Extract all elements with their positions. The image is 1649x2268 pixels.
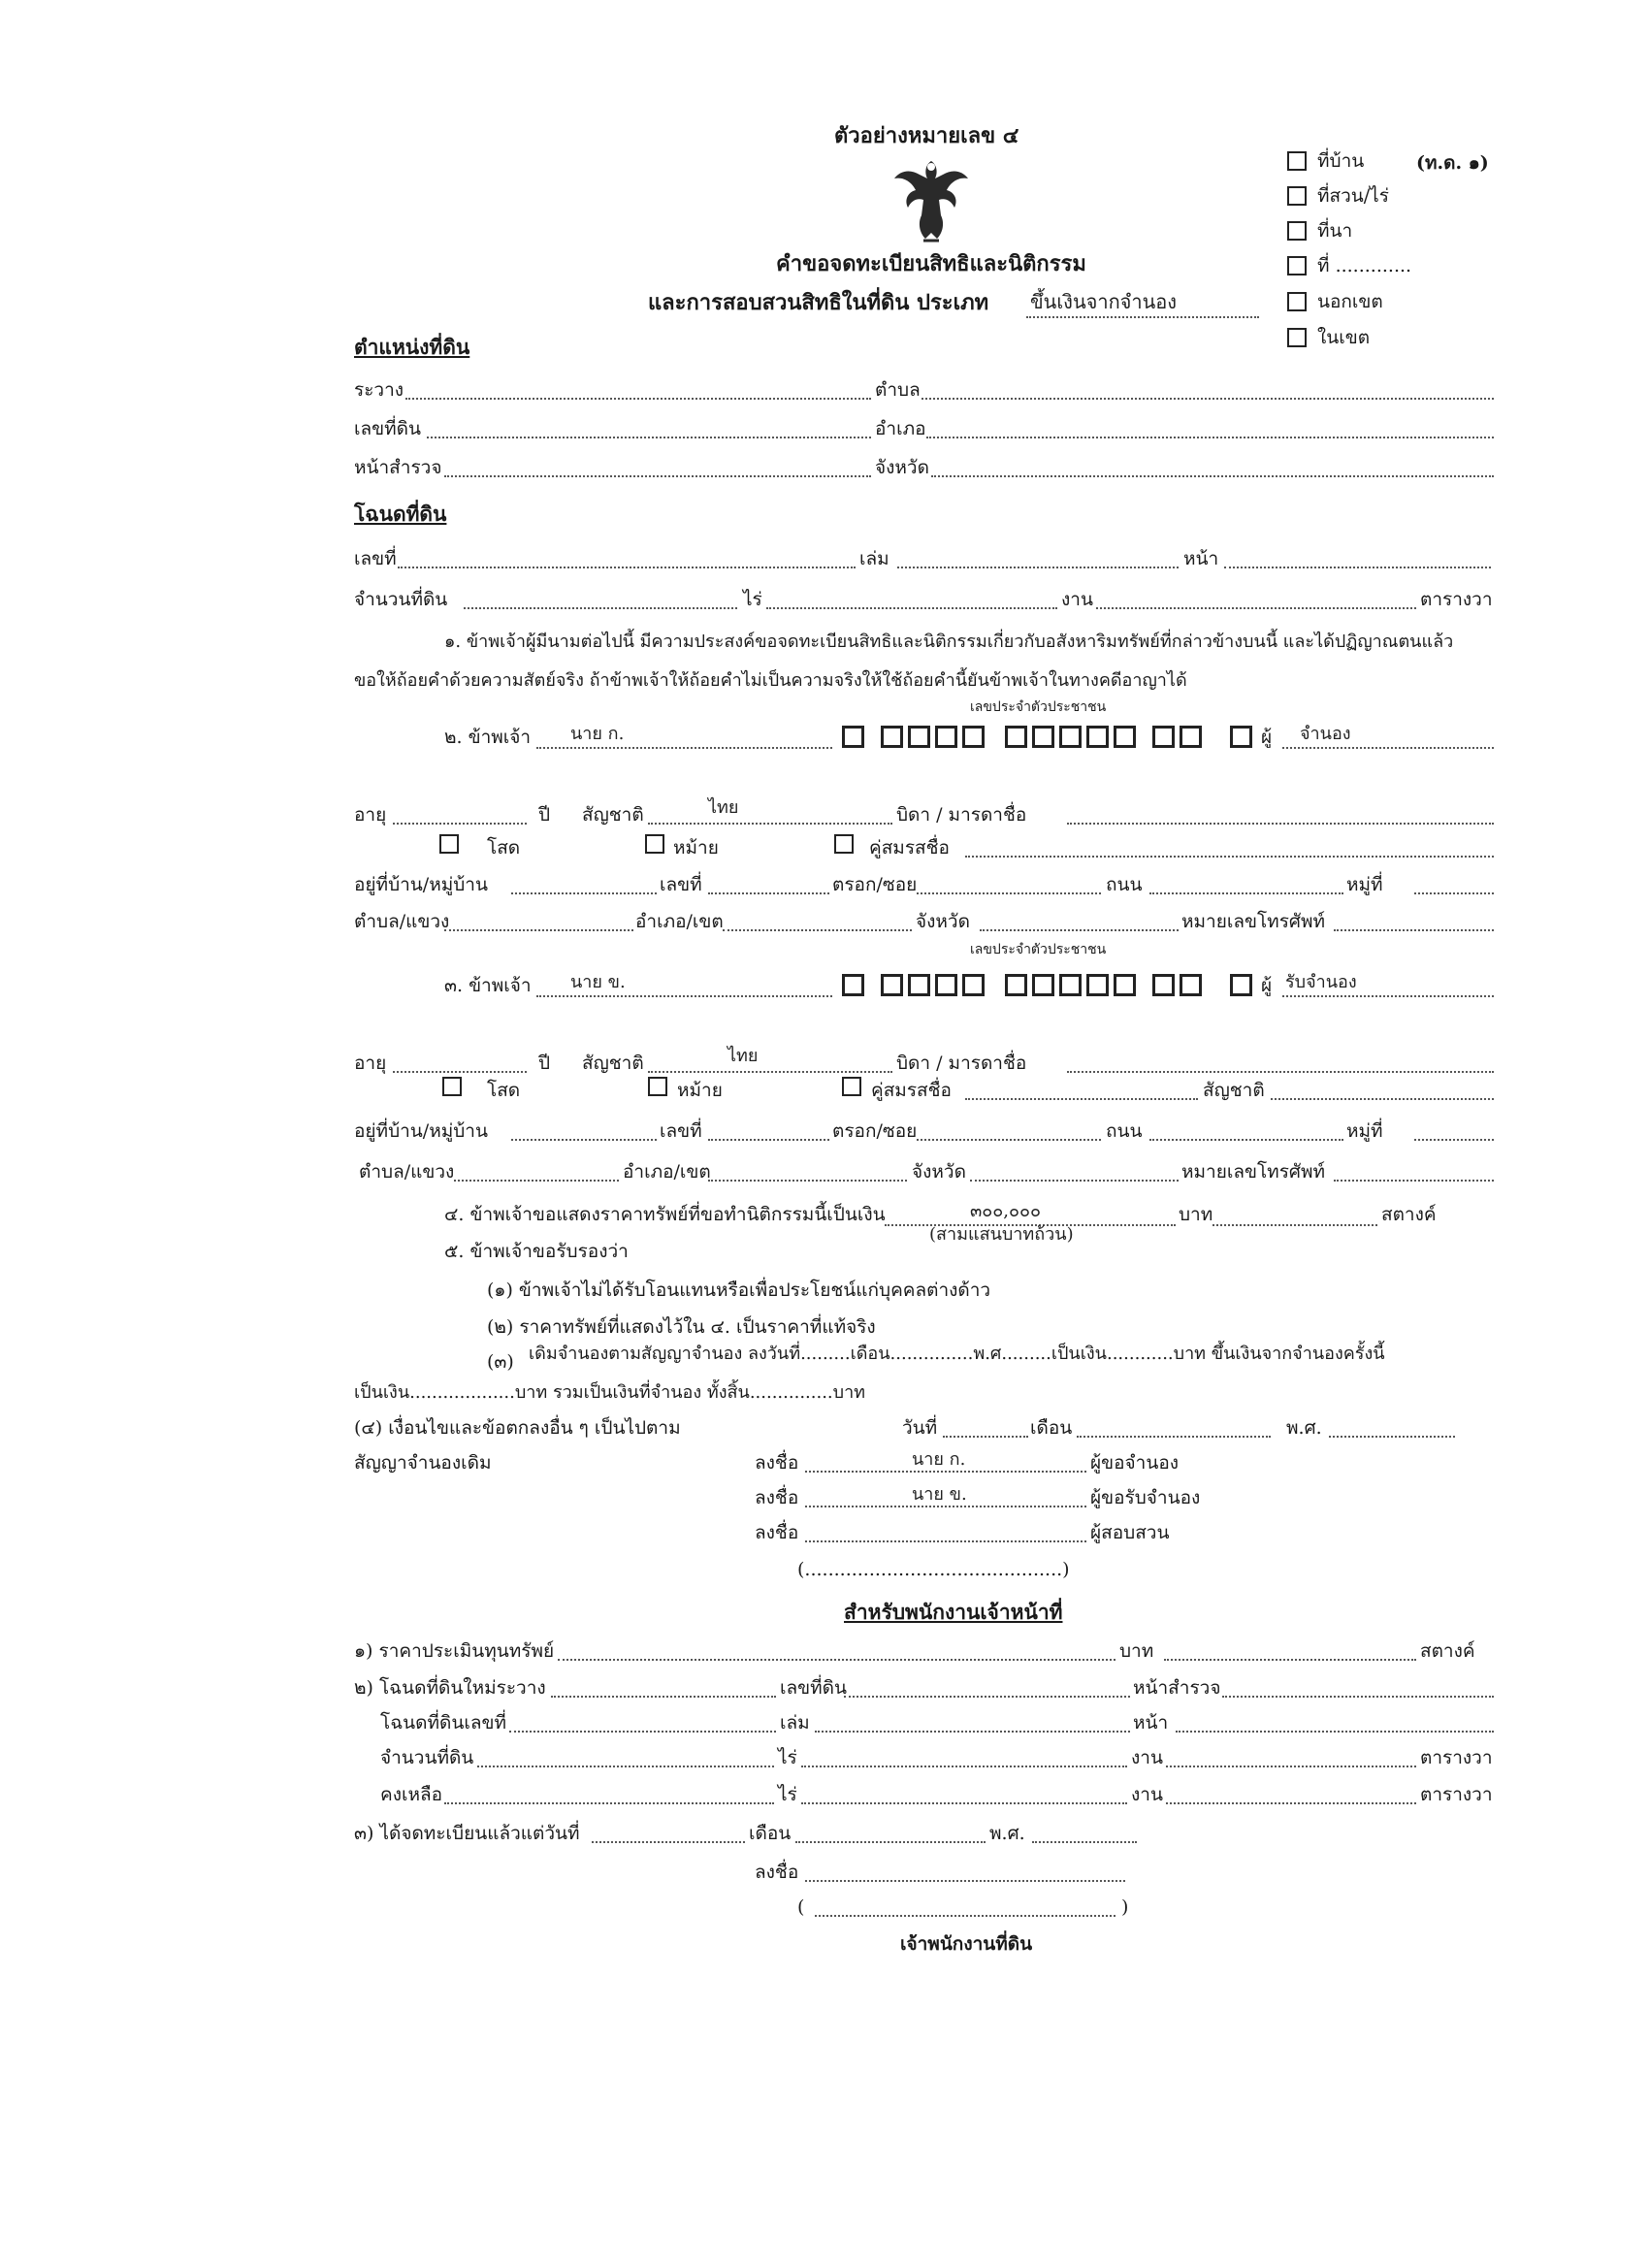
item4-text: ๔. ข้าพเจ้าขอแสดงราคาทรัพย์ที่ขอทำนิติกรรมนี้เป็นเงิน [444, 1204, 886, 1225]
signer1-field[interactable] [805, 1471, 1086, 1473]
deed-book-field[interactable] [897, 567, 1179, 568]
widow-checkbox[interactable] [645, 834, 664, 854]
officer-area-ngan-field[interactable] [801, 1766, 1127, 1767]
id-digit-box[interactable] [908, 726, 930, 748]
spouse-label: คู่สมรสชื่อ [869, 837, 950, 859]
person2-parents-label: บิดา / มารดาชื่อ [896, 1053, 1027, 1074]
land-type-label: ที่ ............. [1317, 255, 1412, 276]
tambon-field[interactable] [922, 398, 1494, 400]
officer-r1-label: ๑) ราคาประเมินทุนทรัพย์ [354, 1640, 555, 1662]
id-digit-box[interactable] [842, 726, 864, 748]
item4-amount-words: (สามแสนบาทถ้วน) [929, 1224, 1074, 1245]
id-number-caption: เลขประจำตัวประชาชน [970, 699, 1107, 715]
form-subtitle: และการสอบสวนสิทธิในที่ดิน ประเภท [648, 290, 989, 315]
rai-label: ไร่ [743, 589, 762, 610]
id-digit-box[interactable] [1114, 974, 1136, 996]
officer-sign-label: ลงชื่อ [755, 1862, 799, 1883]
officer-ngan-label: งาน [1131, 1784, 1163, 1805]
person1-spouse-field[interactable] [965, 856, 1494, 858]
person2-road-label: ถนน [1106, 1120, 1143, 1142]
person1-name: นาย ก. [570, 724, 625, 744]
signer1-name: นาย ก. [912, 1449, 966, 1470]
id-digit-box[interactable] [1032, 974, 1054, 996]
single-label: โสด [487, 1080, 521, 1101]
person1-moo-field[interactable] [1414, 892, 1494, 894]
person2-nationality-label: สัญชาติ [582, 1053, 644, 1074]
person2-subdistrict-label: ตำบล/แขวง [359, 1161, 455, 1183]
person1-phone-field[interactable] [1334, 929, 1494, 931]
spouse-label: คู่สมรสชื่อ [871, 1080, 952, 1101]
person1-province-field[interactable] [980, 929, 1179, 931]
person2-address-field[interactable] [511, 1139, 657, 1141]
date-day-field[interactable] [943, 1436, 1028, 1438]
person1-role: จำนอง [1300, 724, 1351, 744]
person1-phone-label: หมายเลขโทรศัพท์ [1181, 911, 1326, 932]
signer3-role: ผู้สอบสวน [1090, 1522, 1170, 1543]
id-digit-box[interactable] [842, 974, 864, 996]
officer-remain-sqwa-field[interactable] [1166, 1802, 1416, 1804]
land-type-checkbox[interactable] [1287, 151, 1307, 171]
id-digit-box[interactable] [1230, 726, 1252, 748]
person1-road-field[interactable] [1149, 892, 1343, 894]
item5-clause-1: (๑) ข้าพเจ้าไม่ได้รับโอนแทนหรือเพื่อประโยชน์แก่บุคคลต่างด้าว [487, 1280, 991, 1301]
survey-page-label: หน้าสำรวจ [354, 457, 442, 478]
officer-area-sqwa-field[interactable] [1166, 1766, 1416, 1767]
person1-province-label: จังหวัด [916, 911, 970, 932]
single-checkbox[interactable] [442, 1077, 462, 1096]
survey-page-field[interactable] [444, 475, 871, 477]
id-digit-box[interactable] [935, 974, 957, 996]
person2-district-label: อำเภอ/เขต [623, 1161, 711, 1183]
sign-label: ลงชื่อ [755, 1452, 799, 1474]
garuda-emblem-icon [890, 155, 972, 244]
province-label: จังหวัด [875, 457, 929, 478]
person2-parents-field[interactable] [1067, 1071, 1494, 1073]
id-digit-box[interactable] [962, 726, 985, 748]
person2-spouse-nat-field[interactable] [1271, 1098, 1494, 1100]
person1-nationality: ไทย [708, 797, 739, 818]
id-digit-box[interactable] [1180, 726, 1202, 748]
person2-alley-label: ตรอก/ซอย [832, 1120, 918, 1142]
land-type-checkbox[interactable] [1287, 328, 1307, 347]
officer-book-label: เล่ม [780, 1712, 810, 1733]
officer-title: เจ้าพนักงานที่ดิน [900, 1933, 1033, 1955]
widow-checkbox[interactable] [648, 1077, 667, 1096]
id-digit-box[interactable] [1032, 726, 1054, 748]
land-type-label: นอกเขต [1317, 291, 1383, 312]
id-number-caption: เลขประจำตัวประชาชน [970, 942, 1107, 957]
person2-province-label: จังหวัด [912, 1161, 966, 1183]
area-label: จำนวนที่ดิน [354, 589, 448, 610]
officer-land-no-label: เลขที่ดิน [780, 1677, 847, 1699]
land-type-checkbox[interactable] [1287, 256, 1307, 275]
person1-role-field[interactable] [1282, 747, 1494, 749]
person1-address-field[interactable] [511, 892, 657, 894]
person1-subdistrict-label: ตำบล/แขวง [354, 911, 450, 932]
person2-moo-label: หมู่ที่ [1346, 1120, 1383, 1142]
amphoe-field[interactable] [926, 437, 1494, 438]
person1-alley-label: ตรอก/ซอย [832, 874, 918, 895]
amphoe-label: อำเภอ [875, 418, 926, 439]
person2-road-field[interactable] [1149, 1139, 1343, 1141]
officer-remain-rai-field[interactable] [444, 1802, 774, 1804]
form-code: (ท.ด. ๑) [1416, 152, 1489, 174]
widow-label: หม้าย [677, 1080, 723, 1101]
deed-number-label: เลขที่ [354, 548, 397, 569]
statement-line-2: ขอให้ถ้อยคำด้วยความสัตย์จริง ถ้าข้าพเจ้าให้ถ้อยคำไม่เป็นความจริงให้ใช้ถ้อยคำนี้ยันข้าพเจ้าในทางคดีอาญาได้ [354, 670, 1187, 691]
officer-paren-open: ( [797, 1896, 805, 1918]
land-type-label: ที่นา [1317, 220, 1353, 242]
item4-satang-field[interactable] [1212, 1224, 1377, 1226]
officer-sqwa-label: ตารางวา [1420, 1747, 1493, 1768]
signer3-field[interactable] [805, 1540, 1086, 1542]
land-no-label: เลขที่ดิน [354, 418, 421, 439]
item5-clause-3: เดิมจำนองตามสัญญาจำนอง ลงวันที่.........เดือน...............พ.ศ.........เป็นเงิน............บาท ขึ้นเงินจากจำนองครั้งนี้ [529, 1344, 1385, 1364]
id-digit-box[interactable] [1230, 974, 1252, 996]
item5-clause-3-number: (๓) [487, 1351, 514, 1373]
item4-amount: ๓๐๐,๐๐๐ [970, 1201, 1041, 1221]
signer2-name: นาย ข. [912, 1484, 967, 1505]
area-sqwa-field[interactable] [1096, 607, 1416, 609]
person2-age-field[interactable] [393, 1071, 527, 1073]
date-label: วันที่ [902, 1417, 938, 1439]
person2-role-prefix: ผู้ [1261, 975, 1273, 996]
between-field[interactable] [405, 398, 871, 400]
deed-page-field[interactable] [1224, 567, 1491, 568]
single-label: โสด [487, 837, 521, 859]
land-type-checkbox[interactable] [1287, 186, 1307, 206]
officer-heading: สำหรับพนักงานเจ้าหน้าที่ [844, 1600, 1063, 1624]
person2-address-label: อยู่ที่บ้าน/หมู่บ้าน [354, 1120, 488, 1142]
officer-r3-month-label: เดือน [749, 1823, 792, 1844]
between-label: ระวาง [354, 379, 404, 401]
officer-rai-label: ไร่ [778, 1747, 797, 1768]
province-field[interactable] [931, 475, 1494, 477]
person2-spouse-field[interactable] [965, 1098, 1198, 1100]
person1-address-label: อยู่ที่บ้าน/หมู่บ้าน [354, 874, 488, 895]
officer-name-field[interactable] [815, 1915, 1116, 1917]
officer-survey-field[interactable] [1222, 1696, 1494, 1698]
location-heading: ตำแหน่งที่ดิน [354, 335, 470, 359]
widow-label: หม้าย [673, 837, 719, 859]
item5-clause-3-line-2: เป็นเงิน...................บาท รวมเป็นเงินที่จำนอง ทั้งสิ้น...............บาท [354, 1382, 866, 1403]
item4-baht: บาท [1179, 1204, 1213, 1225]
person1-age-label: อายุ [354, 804, 387, 826]
id-digit-box[interactable] [1086, 974, 1109, 996]
person2-province-field[interactable] [970, 1180, 1179, 1182]
officer-sqwa-label: ตารางวา [1420, 1784, 1493, 1805]
area-rai-field[interactable] [464, 607, 737, 609]
deed-heading: โฉนดที่ดิน [354, 502, 447, 526]
person2-name-field[interactable] [536, 995, 832, 997]
id-digit-box[interactable] [881, 726, 903, 748]
form-title: คำขอจดทะเบียนสิทธิและนิติกรรม [776, 251, 1086, 276]
officer-r1-satang: สตางค์ [1420, 1640, 1475, 1662]
officer-page-label: หน้า [1133, 1712, 1169, 1733]
land-type-checkbox[interactable] [1287, 221, 1307, 241]
person2-label: ๓. ข้าพเจ้า [444, 975, 532, 996]
officer-survey-label: หน้าสำรวจ [1133, 1677, 1221, 1699]
officer-page-field[interactable] [1176, 1731, 1494, 1733]
date-month-field[interactable] [1077, 1436, 1271, 1438]
sign-label: ลงชื่อ [755, 1522, 799, 1543]
land-type-label: ที่สวน/ไร่ [1317, 185, 1389, 207]
deed-book-label: เล่ม [859, 548, 889, 569]
person1-age-field[interactable] [393, 823, 527, 825]
officer-land-no-field[interactable] [844, 1696, 1130, 1698]
date-be-label: พ.ศ. [1286, 1417, 1322, 1439]
person1-label: ๒. ข้าพเจ้า [444, 727, 532, 748]
person2-house-no-field[interactable] [708, 1139, 829, 1141]
deed-page-label: หน้า [1183, 548, 1219, 569]
officer-r3-label: ๓) ได้จดทะเบียนแล้วแต่วันที่ [354, 1823, 580, 1844]
investigator-name-field[interactable]: (............................................) [797, 1559, 1070, 1580]
spouse-checkbox[interactable] [834, 834, 854, 854]
officer-sign-field[interactable] [805, 1880, 1125, 1882]
id-digit-box[interactable] [935, 726, 957, 748]
statement-line-1: ๑. ข้าพเจ้าผู้มีนามต่อไปนี้ มีความประสงค์ขอจดทะเบียนสิทธิและนิติกรรมเกี่ยวกับอสังหาริมทรัพย์ที่กล่าวข้างบนนี้ และได้ปฏิญาณตนแล้ว [444, 632, 1454, 652]
person1-role-prefix: ผู้ [1261, 727, 1273, 748]
ngan-label: งาน [1061, 589, 1093, 610]
person1-years-label: ปี [538, 804, 551, 826]
officer-r3-month-field[interactable] [795, 1841, 986, 1843]
person1-moo-label: หมู่ที่ [1346, 874, 1383, 895]
person1-district-field[interactable] [723, 929, 912, 931]
person1-house-no-label: เลขที่ [660, 874, 702, 895]
officer-area-label: จำนวนที่ดิน [380, 1747, 474, 1768]
item5-clause-4b: สัญญาจำนองเดิม [354, 1452, 492, 1474]
person1-nationality-label: สัญชาติ [582, 804, 644, 826]
spouse-checkbox[interactable] [842, 1077, 861, 1096]
person1-subdistrict-field[interactable] [444, 929, 633, 931]
item5-clause-4: (๔) เงื่อนไขและข้อตกลงอื่น ๆ เป็นไปตาม [354, 1417, 681, 1439]
item5-clause-2: (๒) ราคาทรัพย์ที่แสดงไว้ใน ๔. เป็นราคาที่แท้จริง [487, 1316, 876, 1338]
id-digit-box[interactable] [1005, 974, 1027, 996]
id-digit-box[interactable] [1059, 974, 1082, 996]
person2-district-field[interactable] [708, 1180, 907, 1182]
officer-rai-label: ไร่ [778, 1784, 797, 1805]
id-digit-box[interactable] [1086, 726, 1109, 748]
id-digit-box[interactable] [908, 974, 930, 996]
land-type-label: ในเขต [1317, 327, 1371, 348]
person2-name: นาย ข. [570, 972, 626, 992]
person2-role-field[interactable] [1282, 995, 1494, 997]
id-digit-box[interactable] [1114, 726, 1136, 748]
item4-satang: สตางค์ [1381, 1204, 1437, 1225]
land-type-label: ที่บ้าน [1317, 150, 1365, 172]
person1-nationality-field[interactable] [648, 823, 892, 825]
example-number: ตัวอย่างหมายเลข ๔ [834, 123, 1019, 148]
person1-alley-field[interactable] [917, 892, 1101, 894]
officer-r1-field[interactable] [558, 1659, 1116, 1661]
officer-r3-year-field[interactable] [1032, 1841, 1137, 1843]
person1-district-label: อำเภอ/เขต [635, 911, 724, 932]
date-year-field[interactable] [1329, 1436, 1455, 1438]
person2-age-label: อายุ [354, 1053, 387, 1074]
officer-r3-be-label: พ.ศ. [989, 1823, 1025, 1844]
sign-label: ลงชื่อ [755, 1487, 799, 1508]
person1-name-field[interactable] [536, 747, 832, 749]
id-digit-box[interactable] [1152, 726, 1175, 748]
officer-paren-close: ) [1121, 1896, 1129, 1918]
signer2-field[interactable] [805, 1506, 1086, 1507]
officer-r1-baht: บาท [1119, 1640, 1154, 1662]
land-type-checkbox[interactable] [1287, 292, 1307, 311]
sqwa-label: ตารางวา [1420, 589, 1493, 610]
officer-book-field[interactable] [815, 1731, 1130, 1733]
signer1-role: ผู้ขอจำนอง [1090, 1452, 1180, 1474]
tambon-label: ตำบล [875, 379, 921, 401]
date-month-label: เดือน [1030, 1417, 1073, 1439]
person1-parents-label: บิดา / มารดาชื่อ [896, 804, 1027, 826]
id-digit-box[interactable] [1059, 726, 1082, 748]
person2-nationality-field[interactable] [648, 1071, 892, 1073]
item5-text: ๕. ข้าพเจ้าขอรับรองว่า [444, 1241, 629, 1262]
person2-house-no-label: เลขที่ [660, 1120, 702, 1142]
signer2-role: ผู้ขอรับจำนอง [1090, 1487, 1201, 1508]
id-digit-box[interactable] [881, 974, 903, 996]
id-digit-box[interactable] [962, 974, 985, 996]
officer-remain-ngan-field[interactable] [801, 1802, 1127, 1804]
id-digit-box[interactable] [1152, 974, 1175, 996]
transaction-type-value: ขึ้นเงินจากจำนอง [1030, 290, 1178, 313]
person2-spouse-nat-label: สัญชาติ [1203, 1080, 1265, 1101]
person1-parents-field[interactable] [1067, 823, 1494, 825]
officer-r3-day-field[interactable] [592, 1841, 745, 1843]
officer-ngan-label: งาน [1131, 1747, 1163, 1768]
person2-moo-field[interactable] [1414, 1139, 1494, 1141]
area-ngan-field[interactable] [766, 607, 1057, 609]
officer-area-rai-field[interactable] [477, 1766, 774, 1767]
person2-role: รับจำนอง [1285, 972, 1357, 992]
officer-r1-satang-field[interactable] [1164, 1659, 1416, 1661]
id-digit-box[interactable] [1180, 974, 1202, 996]
person2-nationality: ไทย [728, 1046, 759, 1066]
officer-deed-no-label: โฉนดที่ดินเลขที่ [380, 1712, 506, 1733]
land-no-field[interactable] [427, 437, 871, 438]
person2-alley-field[interactable] [917, 1139, 1101, 1141]
officer-r2-field[interactable] [551, 1696, 776, 1698]
id-digit-box[interactable] [1005, 726, 1027, 748]
single-checkbox[interactable] [439, 834, 459, 854]
person1-house-no-field[interactable] [708, 892, 829, 894]
person1-road-label: ถนน [1106, 874, 1143, 895]
deed-number-field[interactable] [398, 567, 856, 568]
officer-deed-no-field[interactable] [509, 1731, 776, 1733]
officer-remain-label: คงเหลือ [380, 1784, 443, 1805]
person2-phone-label: หมายเลขโทรศัพท์ [1181, 1161, 1326, 1183]
person2-years-label: ปี [538, 1053, 551, 1074]
person2-subdistrict-field[interactable] [454, 1180, 619, 1182]
officer-r2-label: ๒) โฉนดที่ดินใหม่ระวาง [354, 1677, 546, 1699]
person2-phone-field[interactable] [1334, 1180, 1494, 1182]
